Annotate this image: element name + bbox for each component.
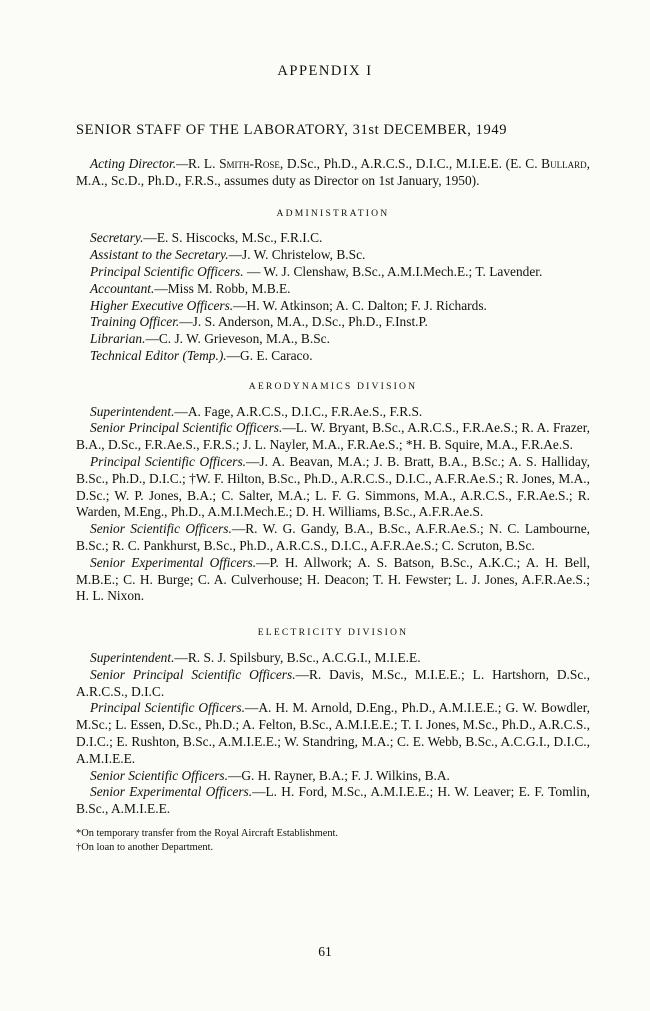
director-name: R. L. Smith-Rose: [187, 156, 280, 171]
administration-entry: [76, 298, 590, 315]
administration-entry: [76, 314, 590, 331]
document-body: [76, 156, 590, 855]
aerodynamics-entry: [76, 404, 590, 421]
staff-names: —R. S. J. Spilsbury, B.Sc., A.C.G.I., M.I.E.E.: [174, 649, 421, 665]
administration-entry: [76, 281, 590, 298]
staff-names: —J. A. Beavan, M.A.; J. B. Bratt, B.A., B.Sc.; A. S. Halliday, B.Sc., Ph.D., D.I.C.; †W. F. Hilton, B.Sc., Ph.D., A.R.C.S., D.I.C., A.F.R.Ae.S.; R. Jones, M.A., D.Sc.; W. P. Jones, B.A.; C. Salter, M.A.; L. F. G. Simmons, M.A., A.R.C.S., F.R.Ae.S.; R. Warden, M.Eng., Ph.D., A.M.I.Mech.E.; D. H. Williams, B.Sc., A.F.R.Ae.S.: [76, 453, 590, 520]
staff-names: —P. H. Allwork; A. S. Batson, B.Sc., A.K.C.; A. H. Bell, M.B.E.; C. H. Burge; C. A. Culverhouse; H. Deacon; T. H. Fewster; L. J. Jones, A.F.R.Ae.S.; H. L. Nixon.: [76, 554, 590, 604]
role-label: Higher Executive Officers.: [90, 297, 234, 313]
staff-names: —E. S. Hiscocks, M.Sc., F.R.I.C.: [143, 230, 323, 246]
staff-names: —C. J. W. Grieveson, M.A., B.Sc.: [145, 331, 330, 347]
administration-entry: [76, 264, 590, 281]
role-label: Principal Scientific Officers.: [90, 263, 244, 279]
successor-name: E. C. Bullard: [510, 156, 587, 171]
director-entry: [76, 156, 590, 190]
role-label: Senior Scientific Officers.: [90, 767, 228, 783]
electricity-entry: [76, 667, 590, 701]
role-label: Secretary.: [90, 230, 144, 246]
staff-names: —A. H. M. Arnold, D.Eng., Ph.D., A.M.I.E.E.; G. W. Bowdler, M.Sc.; L. Essen, D.Sc., Ph.D.; A. Felton, B.Sc., A.M.I.E.E.; T. I. Jones, M.Sc., Ph.D., A.R.C.S., D.I.C.; E. Rushton, B.Sc., A.M.I.E.E.; W. Standring, M.A.; C. E. Webb, B.Sc., A.C.G.I., D.I.C., A.M.I.E.E.: [76, 700, 590, 766]
aerodynamics-entry: [76, 555, 590, 605]
staff-names: —R. W. G. Gandy, B.A., B.Sc., A.F.R.Ae.S.; N. C. Lambourne, B.Sc.; R. C. Pankhurst, B.Sc., Ph.D., A.R.C.S., D.I.C., A.F.R.Ae.S.; C. Scruton, B.Sc.: [76, 521, 590, 553]
staff-names: —J. S. Anderson, M.A., D.Sc., Ph.D., F.Inst.P.: [179, 314, 428, 330]
staff-names: —Miss M. Robb, M.B.E.: [154, 280, 291, 296]
role-label: Senior Principal Scientific Officers.: [90, 420, 283, 436]
electricity-entry: [76, 700, 590, 767]
staff-names: —G. H. Rayner, B.A.; F. J. Wilkins, B.A.: [227, 767, 450, 783]
role-label: Accountant.: [90, 280, 155, 296]
role-label: Principal Scientific Officers.: [90, 700, 245, 716]
electricity-entry: [76, 650, 590, 667]
aerodynamics-heading: AERODYNAMICS DIVISION: [248, 380, 418, 392]
electricity-entry: [76, 784, 590, 818]
role-label: Principal Scientific Officers.: [90, 453, 247, 469]
page-title: SENIOR STAFF OF THE LABORATORY, 31st DECEMBER, 1949: [76, 122, 508, 138]
electricity-list: [76, 650, 590, 818]
administration-entry: [76, 247, 590, 264]
electricity-entry: [76, 768, 590, 785]
page-number: 61: [318, 944, 332, 959]
role-label: Training Officer.: [90, 314, 180, 330]
role-label: Senior Principal Scientific Officers.: [90, 666, 296, 682]
administration-entry: [76, 348, 590, 365]
staff-names: —R. Davis, M.Sc., M.I.E.E.; L. Hartshorn, D.Sc., A.R.C.S., D.I.C.: [76, 666, 590, 699]
role-label: Superintendent.: [90, 403, 175, 419]
staff-names: —L. W. Bryant, B.Sc., A.R.C.S., F.R.Ae.S.; R. A. Frazer, B.A., D.Sc., F.R.Ae.S., F.R.S.; J. L. Nayler, M.A., F.R.Ae.S.; *H. B. Squire, M.A., F.R.Ae.S.: [76, 420, 590, 453]
aerodynamics-entry: [76, 521, 590, 555]
staff-names: —L. H. Ford, M.Sc., A.M.I.E.E.; H. W. Leaver; E. F. Tomlin, B.Sc., A.M.I.E.E.: [76, 784, 590, 817]
electricity-heading: ELECTRICITY DIVISION: [257, 627, 409, 639]
staff-names: —H. W. Atkinson; A. C. Dalton; F. J. Richards.: [233, 297, 487, 313]
administration-heading: ADMINISTRATION: [276, 207, 390, 219]
aerodynamics-entry: [76, 454, 590, 521]
staff-names: —J. W. Christelow, B.Sc.: [228, 247, 366, 263]
footnote-on-loan: †On loan to another Department.: [76, 841, 214, 853]
role-label: Technical Editor (Temp.).: [90, 347, 227, 363]
footnote-temporary-transfer: *On temporary transfer from the Royal Aircraft Establishment.: [76, 827, 338, 839]
role-label: Assistant to the Secretary.: [90, 247, 229, 263]
administration-list: [76, 230, 590, 364]
role-label: Librarian.: [90, 331, 146, 347]
director-text: , D.Sc., Ph.D., A.R.C.S., D.I.C., M.I.E.E. (: [279, 156, 511, 171]
footnotes: [76, 827, 590, 855]
administration-entry: [76, 230, 590, 247]
successor-text: , M.A., Sc.D., Ph.D., F.R.S., assumes duty as Director on 1st January, 1950).: [76, 156, 590, 188]
role-label: Superintendent.: [90, 649, 175, 665]
aerodynamics-list: [76, 404, 590, 606]
role-label: Senior Scientific Officers.: [90, 521, 232, 537]
role-label: Acting Director.—: [90, 156, 188, 171]
staff-names: —G. E. Caraco.: [226, 347, 313, 363]
staff-names: — W. J. Clenshaw, B.Sc., A.M.I.Mech.E.; T. Lavender.: [243, 263, 543, 279]
role-label: Senior Experimental Officers.: [90, 554, 257, 570]
aerodynamics-entry: [76, 420, 590, 454]
role-label: Senior Experimental Officers.: [90, 784, 253, 800]
staff-names: —A. Fage, A.R.C.S., D.I.C., F.R.Ae.S., F.R.S.: [174, 403, 423, 419]
administration-entry: [76, 331, 590, 348]
appendix-heading: APPENDIX I: [277, 63, 373, 79]
